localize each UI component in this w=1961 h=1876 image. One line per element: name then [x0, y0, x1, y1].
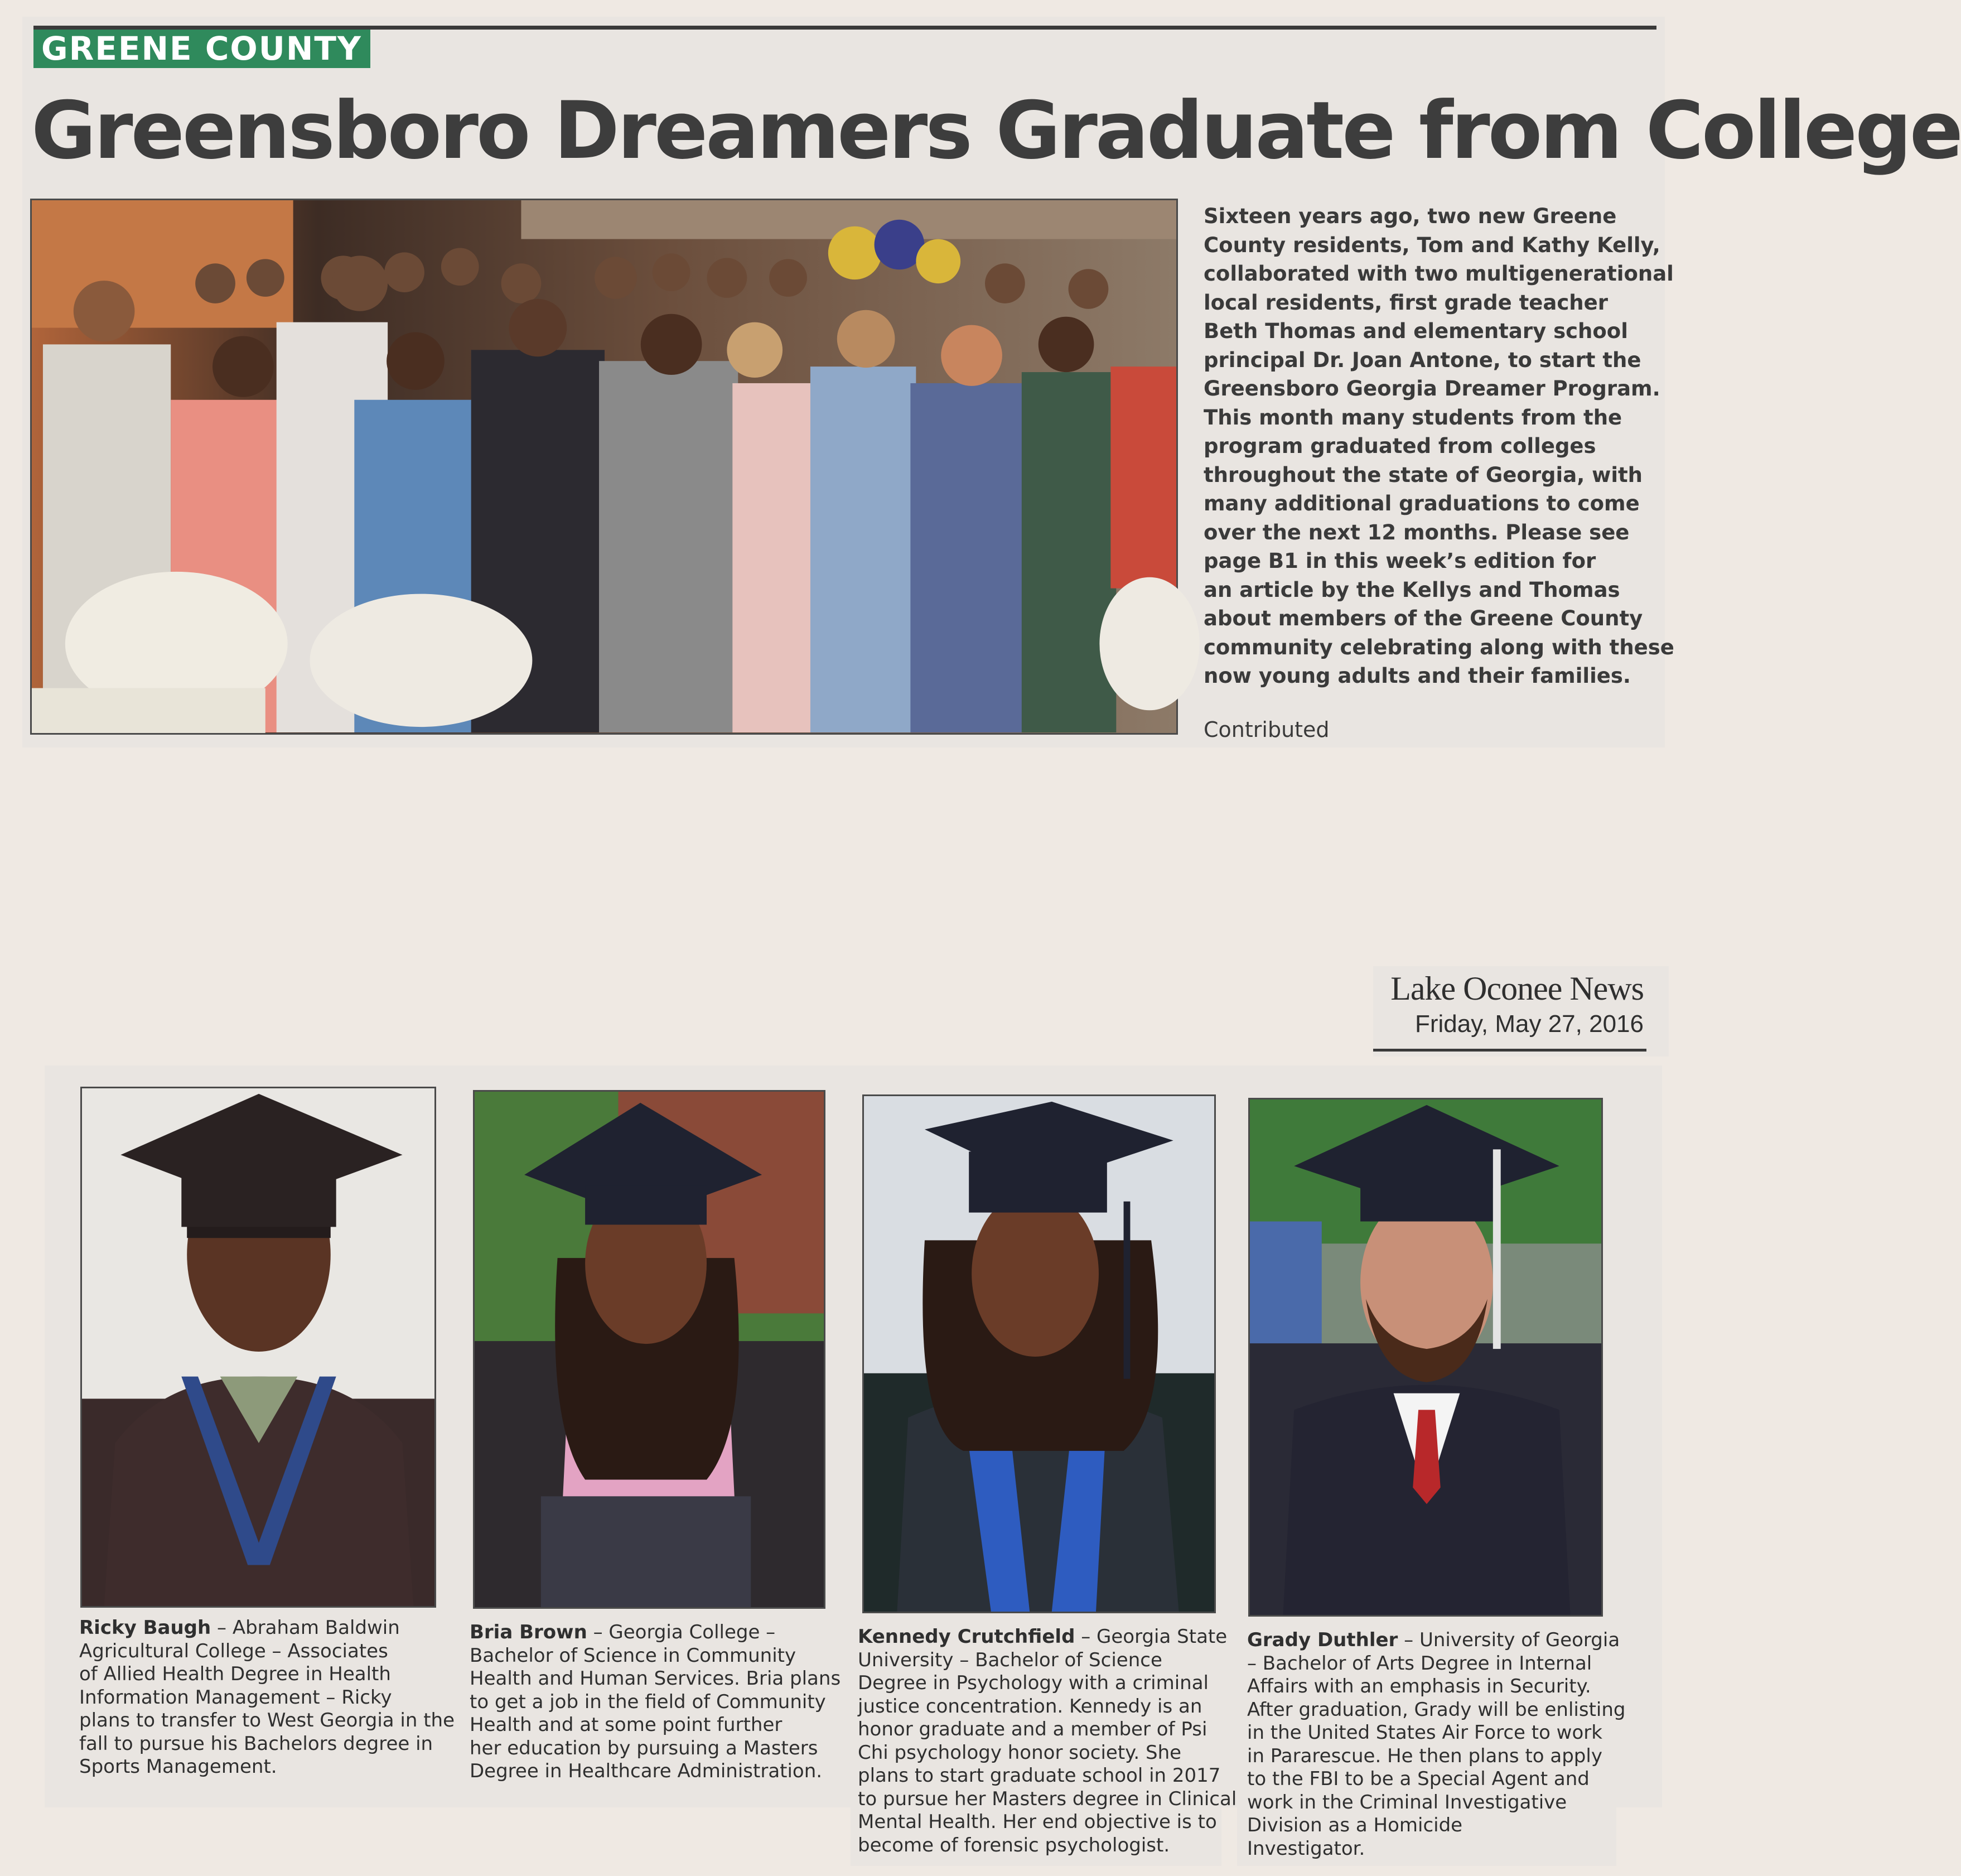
bio-line: plans to transfer to West Georgia in the [79, 1709, 455, 1732]
caption-line: many additional graduations to come [1204, 491, 1640, 515]
caption-line: about members of the Greene County [1204, 606, 1643, 630]
headline: Greensboro Dreamers Graduate from College [31, 85, 1961, 177]
caption-line: This month many students from the [1204, 405, 1622, 430]
caption-line: Greensboro Georgia Dreamer Program. [1204, 377, 1660, 401]
caption-line: Sixteen years ago, two new Greene [1204, 204, 1617, 228]
bio-text: Georgia College – [608, 1621, 776, 1643]
masthead-rule [1373, 1049, 1646, 1052]
bio-line: fall to pursue his Bachelors degree in [79, 1732, 433, 1755]
bio-line: of Allied Health Degree in Health [79, 1663, 391, 1685]
graduate-name: Grady Duthler [1247, 1629, 1398, 1651]
caption-line: local residents, first grade teacher [1204, 290, 1608, 315]
graduate-name: Kennedy Crutchfield [858, 1626, 1075, 1648]
caption-line: page B1 in this week’s edition for [1204, 549, 1596, 573]
bio-first-line: Ricky Baugh – Abraham Baldwin [79, 1617, 400, 1639]
caption-line: Beth Thomas and elementary school [1204, 319, 1628, 343]
photo-caption [1204, 202, 1674, 691]
bio-text: Georgia State [1097, 1626, 1228, 1648]
bio-line: Agricultural College – Associates [79, 1639, 388, 1662]
graduate-photo-bria [473, 1090, 825, 1609]
graduate-name: Bria Brown [470, 1621, 587, 1643]
caption-line: collaborated with two multigenerational [1204, 262, 1674, 286]
bio-line: Information Management – Ricky [79, 1686, 392, 1709]
group-photo [30, 199, 1178, 735]
bio-line: University – Bachelor of Science [858, 1648, 1162, 1671]
section-rule [33, 26, 1656, 30]
bio-line: in the United States Air Force to work [1247, 1721, 1602, 1744]
caption-line: community celebrating along with these [1204, 635, 1674, 659]
graduate-name: Ricky Baugh [79, 1617, 211, 1639]
bio-line: Health and Human Services. Bria plans [470, 1667, 841, 1690]
bio-line: Division as a Homicide [1247, 1814, 1463, 1836]
bio-text: University of Georgia [1419, 1629, 1620, 1651]
masthead-date: Friday, May 27, 2016 [1414, 1010, 1644, 1038]
bio-first-line: Kennedy Crutchfield – Georgia State [858, 1626, 1228, 1648]
bio-line: plans to start graduate school in 2017 [858, 1764, 1221, 1787]
caption-line: over the next 12 months. Please see [1204, 520, 1630, 544]
bio-line: to the FBI to be a Special Agent and [1247, 1768, 1590, 1790]
bio-line: Mental Health. Her end objective is to [858, 1811, 1217, 1833]
caption-line: principal Dr. Joan Antone, to start the [1204, 348, 1641, 372]
bio-line: After graduation, Grady will be enlisting [1247, 1698, 1626, 1721]
bio-line: work in the Criminal Investigative [1247, 1791, 1567, 1814]
bio-line: Degree in Healthcare Administration. [470, 1760, 823, 1782]
section-tag: GREENE COUNTY [33, 30, 370, 68]
graduate-photo-kennedy [862, 1094, 1216, 1613]
photo-credit: Contributed [1204, 717, 1330, 742]
graduate-photo-grady [1248, 1098, 1603, 1617]
graduate-bio-ricky [79, 1617, 455, 1779]
caption-line: an article by the Kellys and Thomas [1204, 577, 1620, 602]
bio-line: in Pararescue. He then plans to apply [1247, 1744, 1602, 1767]
graduate-bio-bria [470, 1621, 841, 1783]
bio-line: – Bachelor of Arts Degree in Internal [1247, 1652, 1592, 1675]
bio-first-line: Grady Duthler – University of Georgia [1247, 1629, 1620, 1651]
bio-line: Investigator. [1247, 1837, 1365, 1860]
bio-line: Chi psychology honor society. She [858, 1741, 1182, 1764]
bio-line: Health and at some point further [470, 1714, 783, 1736]
bio-line: her education by pursuing a Masters [470, 1737, 818, 1759]
bio-line: justice concentration. Kennedy is an [858, 1695, 1202, 1718]
bio-line: Affairs with an emphasis in Security. [1247, 1675, 1591, 1697]
bio-text: Abraham Baldwin [232, 1617, 400, 1639]
caption-line: County residents, Tom and Kathy Kelly, [1204, 233, 1660, 257]
bio-line: honor graduate and a member of Psi [858, 1718, 1207, 1740]
caption-line: now young adults and their families. [1204, 664, 1631, 688]
bio-line: become of forensic psychologist. [858, 1834, 1170, 1856]
bio-line: Degree in Psychology with a criminal [858, 1672, 1209, 1694]
bio-line: Bachelor of Science in Community [470, 1644, 796, 1667]
graduate-bio-grady [1247, 1629, 1625, 1860]
bio-line: Sports Management. [79, 1756, 277, 1778]
caption-line: program graduated from colleges [1204, 434, 1596, 458]
graduate-bio-kennedy [858, 1626, 1237, 1857]
caption-line: throughout the state of Georgia, with [1204, 462, 1643, 487]
bio-line: to get a job in the field of Community [470, 1690, 826, 1713]
bio-line: to pursue her Masters degree in Clinical [858, 1787, 1237, 1810]
graduate-photo-ricky [80, 1087, 436, 1608]
masthead-title: Lake Oconee News [1390, 970, 1644, 1007]
bio-first-line: Bria Brown – Georgia College – [470, 1621, 776, 1643]
